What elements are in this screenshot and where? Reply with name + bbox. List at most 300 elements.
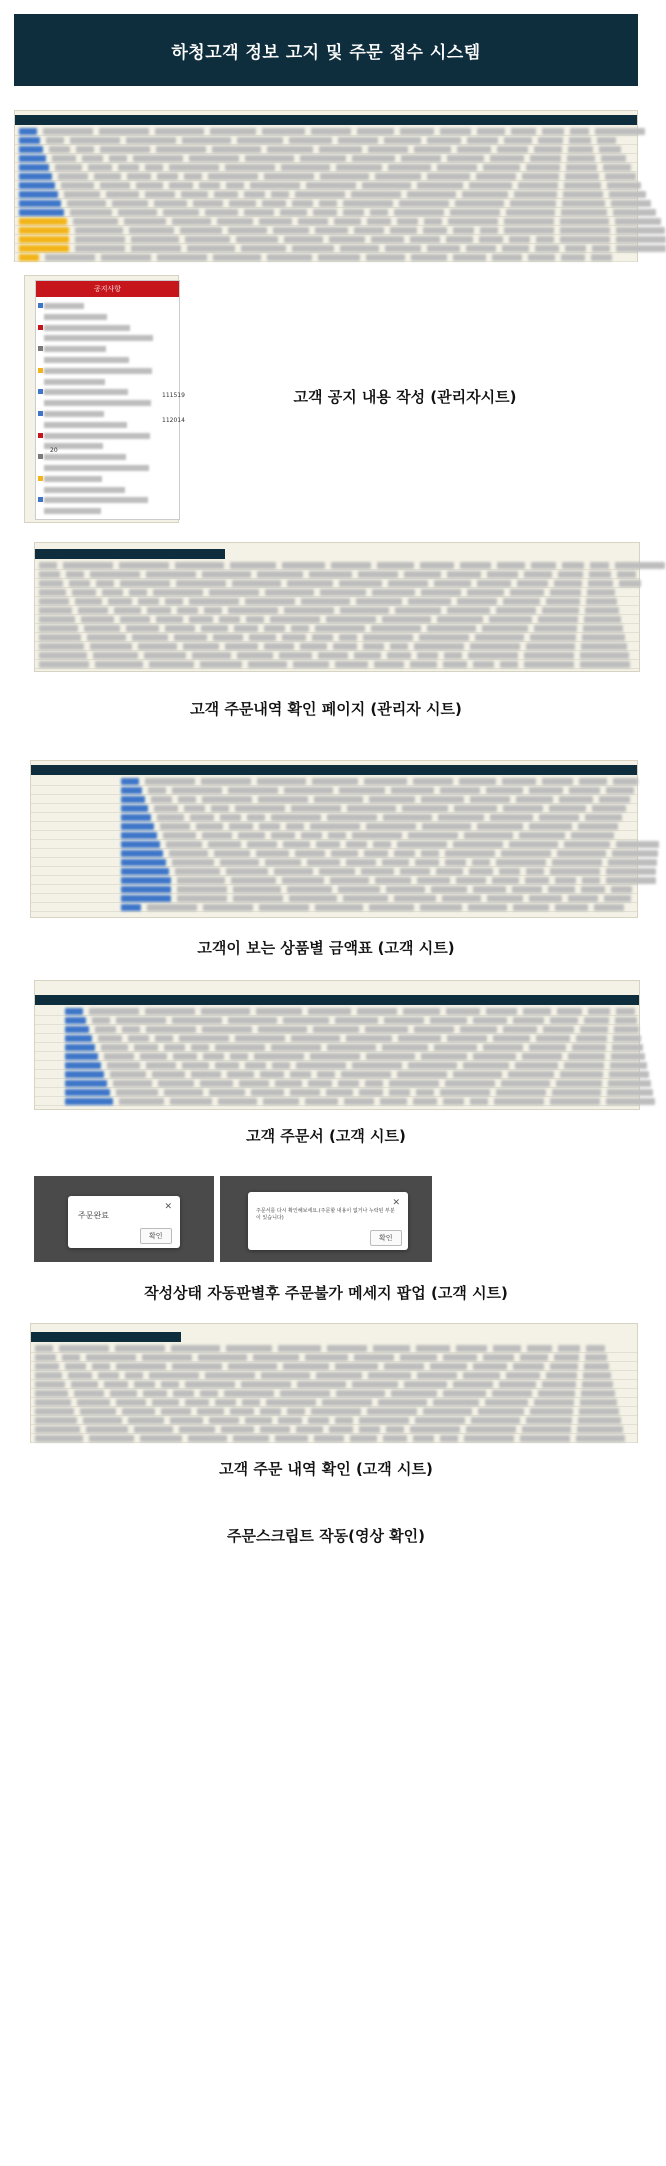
notice-line bbox=[44, 314, 107, 320]
sheet-cell bbox=[265, 859, 301, 866]
sheet-cell bbox=[185, 1381, 235, 1388]
sheet-cell bbox=[404, 571, 441, 578]
sheet-cell bbox=[140, 1053, 167, 1060]
sheet-cell bbox=[440, 1089, 490, 1096]
notice-line bbox=[44, 346, 106, 352]
notice-line bbox=[44, 368, 152, 374]
sheet-cell bbox=[231, 877, 276, 884]
sheet-cell bbox=[254, 1053, 304, 1060]
sheet-cell bbox=[614, 1026, 639, 1033]
close-icon[interactable]: ✕ bbox=[392, 1198, 400, 1208]
sheet-cell bbox=[384, 1017, 424, 1024]
sheet-cell bbox=[65, 1053, 98, 1060]
sheet-cell bbox=[447, 607, 490, 614]
sheet-cell bbox=[568, 895, 598, 902]
sheet-cell bbox=[443, 661, 467, 668]
sheet-cell bbox=[335, 1017, 378, 1024]
sheet-cell bbox=[35, 1390, 68, 1397]
sheet-cell bbox=[35, 1399, 71, 1406]
sheet-cell bbox=[320, 589, 366, 596]
sheet-cell bbox=[588, 580, 613, 587]
sheet-cell bbox=[147, 904, 197, 911]
sheet-cell bbox=[283, 1363, 329, 1370]
sheet-row bbox=[35, 1016, 639, 1025]
notice-prefix: 20 bbox=[50, 447, 58, 454]
sheet-cell bbox=[443, 1354, 477, 1361]
sheet-row bbox=[31, 822, 637, 831]
sheet-cell bbox=[529, 1044, 566, 1051]
sheet-cell bbox=[310, 1053, 360, 1060]
sheet-cell bbox=[70, 209, 112, 216]
sheet-cell bbox=[564, 1062, 604, 1069]
notice-bullet-icon bbox=[38, 389, 43, 394]
sheet-cell bbox=[249, 634, 276, 641]
sheet-cell bbox=[157, 173, 178, 180]
sheet-row bbox=[15, 217, 637, 226]
sheet-cell bbox=[524, 652, 574, 659]
sheet-row bbox=[31, 1380, 637, 1389]
sheet-cell bbox=[181, 191, 208, 198]
sheet-cell bbox=[65, 1035, 92, 1042]
sheet-cell bbox=[248, 661, 287, 668]
sheet-row bbox=[31, 858, 637, 867]
sheet-row bbox=[31, 849, 637, 858]
sheet-cell bbox=[242, 1399, 260, 1406]
sheet-cell bbox=[529, 823, 572, 830]
sheet-cell bbox=[508, 1071, 554, 1078]
sheet-cell bbox=[198, 1354, 247, 1361]
sheet-cell bbox=[357, 1008, 397, 1015]
sheet-cell bbox=[78, 607, 108, 614]
sheet-cell bbox=[189, 598, 239, 605]
sheet-cell bbox=[434, 580, 471, 587]
sheet-cell bbox=[228, 1363, 277, 1370]
sheet-cell bbox=[126, 625, 159, 632]
confirm-button[interactable]: 확인 bbox=[370, 1230, 402, 1246]
sheet-cell bbox=[275, 1435, 308, 1442]
sheet-cell bbox=[226, 1345, 272, 1352]
sheet-cell bbox=[192, 652, 231, 659]
sheet-cell bbox=[172, 787, 222, 794]
sheet-cell bbox=[71, 1381, 98, 1388]
sheet-cell bbox=[287, 1408, 305, 1415]
price-table-caption: 고객이 보는 상품별 금액표 (고객 시트) bbox=[197, 939, 455, 957]
sheet-cell bbox=[526, 164, 560, 171]
sheet-cell bbox=[373, 841, 391, 848]
sheet-cell bbox=[126, 137, 176, 144]
sheet-cell bbox=[35, 1372, 62, 1379]
sheet-cell bbox=[132, 634, 168, 641]
sheet-cell bbox=[415, 859, 439, 866]
sheet-cell bbox=[218, 1098, 257, 1105]
notice-line bbox=[44, 303, 84, 309]
sheet-cell bbox=[529, 787, 563, 794]
sheet-cell bbox=[467, 137, 498, 144]
sheet-cell bbox=[487, 895, 523, 902]
sheet-row bbox=[31, 804, 637, 813]
sheet-cell bbox=[530, 634, 576, 641]
sheet-cell bbox=[241, 1381, 291, 1388]
sheet-cell bbox=[515, 1062, 558, 1069]
sheet-cell bbox=[262, 200, 286, 207]
sheet-cell bbox=[445, 859, 466, 866]
sheet-cell bbox=[209, 1089, 245, 1096]
sheet-cell bbox=[430, 1363, 467, 1370]
sheet-cell bbox=[609, 1071, 649, 1078]
sheet-cell bbox=[201, 778, 251, 785]
sheet-cell bbox=[241, 245, 286, 252]
notice-bullet-icon bbox=[38, 368, 43, 373]
sheet-cell bbox=[546, 1372, 577, 1379]
sheet-cell bbox=[493, 1035, 530, 1042]
sheet-cell bbox=[176, 580, 226, 587]
sheet-cell bbox=[142, 1354, 192, 1361]
sheet-cell bbox=[542, 607, 579, 614]
sheet-cell bbox=[52, 155, 76, 162]
sheet-cell bbox=[169, 850, 208, 857]
sheet-cell bbox=[170, 1417, 203, 1424]
sheet-cell bbox=[318, 652, 348, 659]
sheet-cell bbox=[496, 1089, 546, 1096]
sheet-cell bbox=[514, 191, 557, 198]
sheet-cell bbox=[320, 173, 369, 180]
sheet-cell bbox=[580, 652, 629, 659]
sheet-cell bbox=[542, 1381, 576, 1388]
order-history-caption: 고객 주문 내역 확인 (고객 시트) bbox=[219, 1460, 433, 1478]
sheet-cell bbox=[110, 1071, 146, 1078]
sheet-cell bbox=[129, 227, 174, 234]
sheet-cell bbox=[570, 128, 589, 135]
sheet-cell bbox=[271, 814, 321, 821]
sheet-cell bbox=[395, 607, 441, 614]
sheet-cell bbox=[305, 1098, 338, 1105]
sheet-cell bbox=[460, 562, 491, 569]
sheet-cell bbox=[447, 1035, 487, 1042]
notice-line bbox=[44, 400, 151, 406]
sheet-cell bbox=[585, 1354, 607, 1361]
sheet-cell bbox=[309, 571, 352, 578]
sheet-cell bbox=[283, 841, 310, 848]
sheet-cell bbox=[568, 146, 593, 153]
sheet-row bbox=[31, 1398, 637, 1407]
notice-panel bbox=[35, 280, 185, 520]
sheet-cell bbox=[86, 1354, 136, 1361]
sheet-cell bbox=[522, 1053, 562, 1060]
notice-line bbox=[44, 454, 126, 460]
sheet-cell bbox=[564, 841, 610, 848]
sheet-cell bbox=[453, 1381, 493, 1388]
sheet-cell bbox=[469, 868, 493, 875]
sheet-cell bbox=[235, 1035, 285, 1042]
sheet-cell bbox=[182, 137, 231, 144]
order-form-caption: 고객 주문서 (고객 시트) bbox=[246, 1127, 406, 1145]
sheet-cell bbox=[315, 227, 348, 234]
sheet-cell bbox=[258, 796, 308, 803]
sheet-cell bbox=[144, 652, 186, 659]
sheet-cell bbox=[352, 1381, 398, 1388]
sheet-cell bbox=[610, 1062, 647, 1069]
sheet-cell bbox=[422, 823, 471, 830]
sheet-cell bbox=[587, 589, 615, 596]
sheet-cell bbox=[414, 1026, 454, 1033]
sheet-cell bbox=[443, 1098, 464, 1105]
sheet-cell bbox=[463, 1062, 509, 1069]
sheet-cell bbox=[145, 164, 163, 171]
sheet-cell bbox=[446, 236, 473, 243]
sheet-cell bbox=[153, 589, 203, 596]
sheet-cell bbox=[394, 209, 444, 216]
sheet-cell bbox=[468, 652, 518, 659]
sheet-row bbox=[35, 1043, 639, 1052]
sheet-cell bbox=[92, 1363, 110, 1370]
sheet-cell bbox=[490, 814, 533, 821]
sheet-cell bbox=[557, 1008, 582, 1015]
sheet-cell bbox=[271, 832, 295, 839]
sheet-cell bbox=[391, 1390, 437, 1397]
sheet-cell bbox=[215, 1399, 236, 1406]
sheet-cell bbox=[189, 155, 239, 162]
sheet-cell bbox=[400, 128, 434, 135]
sheet-cell bbox=[414, 146, 451, 153]
sheet-cell bbox=[282, 877, 324, 884]
sheet-cell bbox=[437, 616, 483, 623]
sheet-cell bbox=[189, 616, 213, 623]
sheet-cell bbox=[19, 200, 61, 207]
sheet-cell bbox=[401, 155, 441, 162]
sheet-cell bbox=[156, 146, 206, 153]
sheet-cell bbox=[372, 589, 415, 596]
sheet-cell bbox=[99, 128, 149, 135]
sheet-cell bbox=[526, 1417, 572, 1424]
sheet-cell bbox=[200, 1390, 218, 1397]
sheet-cell bbox=[555, 904, 588, 911]
sheet-cell bbox=[118, 209, 157, 216]
sheet-cell bbox=[612, 850, 658, 857]
sheet-cell bbox=[504, 137, 532, 144]
sheet-cell bbox=[590, 562, 609, 569]
sheet-cell bbox=[106, 191, 139, 198]
sheet-row bbox=[35, 1061, 639, 1070]
sheet-cell bbox=[49, 146, 70, 153]
sheet-cell bbox=[579, 778, 607, 785]
sheet-cell bbox=[331, 562, 371, 569]
sheet-cell bbox=[39, 589, 66, 596]
sheet-cell bbox=[226, 868, 268, 875]
sheet-row bbox=[35, 615, 639, 624]
sheet-cell bbox=[331, 850, 358, 857]
sheet-cell bbox=[389, 1089, 410, 1096]
sheet-cell bbox=[329, 236, 365, 243]
sheet-cell bbox=[171, 1345, 220, 1352]
sheet-cell bbox=[609, 191, 646, 198]
sheet-cell bbox=[558, 1345, 580, 1352]
sheet-cell bbox=[282, 562, 325, 569]
sheet-cell bbox=[121, 895, 171, 902]
sheet-cell bbox=[486, 787, 523, 794]
sheet-cell bbox=[289, 137, 332, 144]
sheet-cell bbox=[375, 877, 411, 884]
sheet-cell bbox=[35, 1417, 77, 1424]
sheet-cell bbox=[75, 598, 102, 605]
sheet-cell bbox=[77, 1399, 110, 1406]
sheet-cell bbox=[170, 1098, 212, 1105]
sheet-cell bbox=[341, 1071, 391, 1078]
sheet-cell bbox=[503, 1026, 537, 1033]
sheet-cell bbox=[262, 128, 305, 135]
sheet-cell bbox=[65, 1098, 113, 1105]
popup-left-screenshot bbox=[34, 1176, 214, 1262]
sheet-row bbox=[31, 903, 637, 912]
sheet-cell bbox=[482, 625, 528, 632]
sheet-cell bbox=[89, 1435, 134, 1442]
sheet-cell bbox=[188, 1435, 227, 1442]
sheet-cell bbox=[205, 1372, 255, 1379]
sheet-cell bbox=[419, 634, 469, 641]
sheet-cell bbox=[80, 1408, 116, 1415]
sheet-cell bbox=[211, 805, 229, 812]
sheet-cell bbox=[136, 182, 163, 189]
sheet-cell bbox=[204, 607, 222, 614]
sheet-cell bbox=[113, 1080, 152, 1087]
sheet-cell bbox=[274, 868, 313, 875]
sheet-cell bbox=[202, 571, 251, 578]
sheet-cell bbox=[35, 1354, 56, 1361]
popup-right-screenshot bbox=[220, 1176, 432, 1262]
sheet-cell bbox=[560, 1071, 603, 1078]
sheet-cell bbox=[512, 886, 542, 893]
sheet-cell bbox=[134, 1381, 155, 1388]
sheet-cell bbox=[305, 1354, 348, 1361]
sheet-cell bbox=[402, 805, 448, 812]
close-icon[interactable]: ✕ bbox=[164, 1202, 172, 1212]
sheet-cell bbox=[177, 607, 198, 614]
sheet-cell bbox=[267, 146, 313, 153]
sheet-cell bbox=[98, 1372, 119, 1379]
sheet-row bbox=[31, 786, 637, 795]
sheet-cell bbox=[604, 895, 631, 902]
sheet-cell bbox=[347, 805, 396, 812]
sheet-cell bbox=[550, 1017, 578, 1024]
sheet-cell bbox=[39, 625, 78, 632]
sheet-cell bbox=[511, 128, 536, 135]
sheet-cell bbox=[478, 1408, 524, 1415]
sheet-cell bbox=[582, 634, 625, 641]
sheet-cell bbox=[506, 1372, 540, 1379]
sheet-cell bbox=[175, 868, 220, 875]
confirm-button[interactable]: 확인 bbox=[140, 1228, 172, 1244]
sheet-cell bbox=[149, 1372, 199, 1379]
sheet-cell bbox=[554, 1354, 579, 1361]
notice-line bbox=[44, 325, 130, 331]
sheet-cell bbox=[552, 859, 602, 866]
sheet-cell bbox=[415, 1417, 465, 1424]
sheet-cell bbox=[466, 1426, 516, 1433]
sheet-cell bbox=[291, 805, 341, 812]
sheet-cell bbox=[601, 155, 626, 162]
sheet-cell bbox=[368, 146, 408, 153]
sheet-cell bbox=[522, 1426, 571, 1433]
sheet-cell bbox=[19, 245, 69, 252]
sheet-cell bbox=[128, 1035, 149, 1042]
sheet-cell bbox=[382, 859, 409, 866]
sheet-cell bbox=[87, 634, 126, 641]
sheet-cell bbox=[199, 182, 220, 189]
sheet-cell bbox=[390, 227, 417, 234]
sheet-cell bbox=[365, 1026, 408, 1033]
notice-panel-title-text: 공지사항 bbox=[93, 285, 122, 293]
sheet-cell bbox=[110, 1390, 137, 1397]
sheet-cell bbox=[359, 1417, 409, 1424]
sheet-cell bbox=[477, 823, 523, 830]
sheet-cell bbox=[615, 1017, 637, 1024]
sheet-cell bbox=[470, 796, 510, 803]
sheet-cell bbox=[264, 625, 285, 632]
notice-line bbox=[44, 389, 128, 395]
sheet-cell bbox=[581, 643, 627, 650]
sheet-cell bbox=[385, 245, 421, 252]
sheet-cell bbox=[281, 164, 330, 171]
sheet-cell bbox=[313, 209, 337, 216]
sheet-cell bbox=[233, 895, 283, 902]
sheet-cell bbox=[101, 1044, 128, 1051]
sheet-cell bbox=[146, 1026, 196, 1033]
sheet-cell bbox=[476, 173, 516, 180]
sheet-cell bbox=[583, 1372, 611, 1379]
sheet-cell bbox=[154, 200, 187, 207]
sheet-cell bbox=[518, 182, 558, 189]
sheet-cell bbox=[300, 155, 346, 162]
sheet-row bbox=[35, 1007, 639, 1016]
sheet-cell bbox=[444, 652, 462, 659]
sheet-cell bbox=[122, 1408, 155, 1415]
sheet-cell bbox=[202, 1026, 252, 1033]
order-error-popup bbox=[248, 1192, 408, 1250]
sheet-cell bbox=[616, 1008, 635, 1015]
sheet-cell bbox=[613, 1035, 641, 1042]
notice-bullet-icon bbox=[38, 325, 43, 330]
sheet-cell bbox=[264, 643, 294, 650]
sheet-cell bbox=[526, 868, 544, 875]
sheet-cell bbox=[433, 1399, 479, 1406]
sheet-cell bbox=[479, 236, 503, 243]
popup-error-message: 주문서를 다시 확인해보세요.(주문할 내용이 없거나 누락된 부분이 있습니다) bbox=[256, 1208, 395, 1221]
sheet-cell bbox=[306, 182, 356, 189]
sheet-cell bbox=[235, 805, 285, 812]
sheet-cell bbox=[528, 254, 555, 261]
price-table-screenshot bbox=[30, 760, 638, 918]
sheet-cell bbox=[107, 1062, 140, 1069]
sheet-cell bbox=[164, 1089, 203, 1096]
sheet-cell bbox=[120, 616, 150, 623]
sheet-cell bbox=[499, 1381, 536, 1388]
sheet-cell bbox=[448, 218, 498, 225]
sheet-cell bbox=[473, 1053, 516, 1060]
sheet-cell bbox=[363, 643, 384, 650]
sheet-cell bbox=[273, 227, 309, 234]
sheet-cell bbox=[172, 859, 214, 866]
sheet-cell bbox=[125, 1372, 143, 1379]
sheet-cell bbox=[19, 164, 49, 171]
sheet-cell bbox=[58, 173, 88, 180]
sheet-cell bbox=[128, 1417, 164, 1424]
sheet-cell bbox=[149, 661, 194, 668]
sheet-cell bbox=[314, 1435, 344, 1442]
sheet-cell bbox=[538, 616, 578, 623]
notice-line bbox=[44, 465, 149, 471]
sheet-cell bbox=[388, 580, 428, 587]
sheet-cell bbox=[483, 1354, 514, 1361]
sheet-cell bbox=[509, 236, 530, 243]
